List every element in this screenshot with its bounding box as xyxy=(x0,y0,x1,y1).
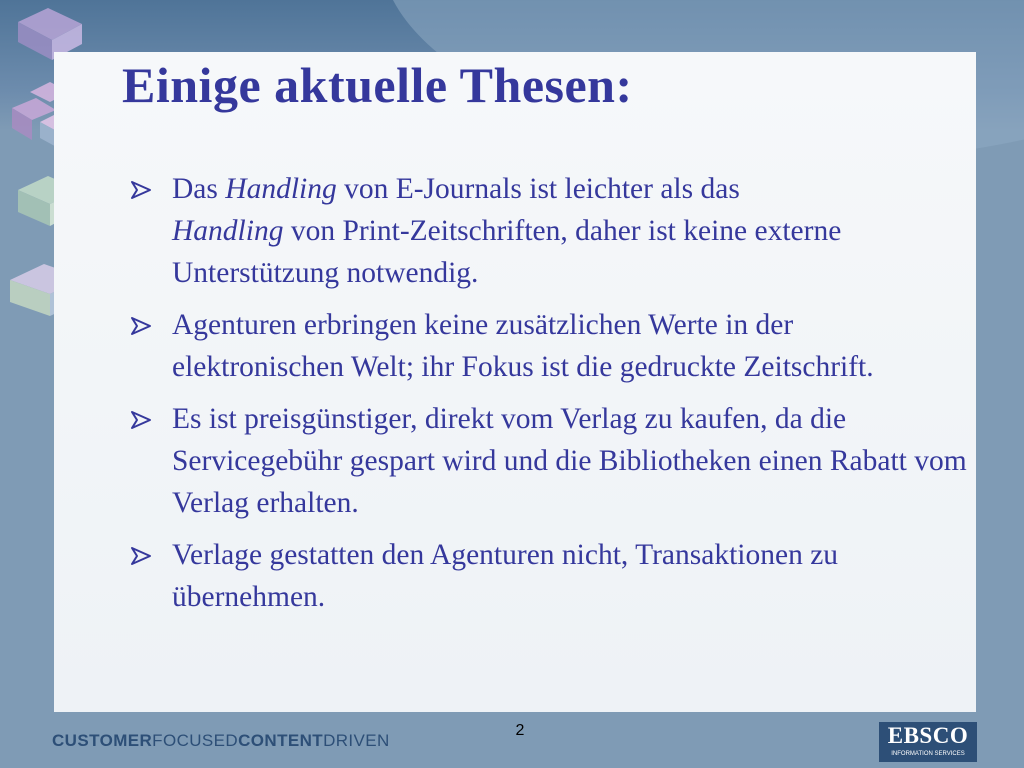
slide-title: Einige aktuelle Thesen: xyxy=(122,57,633,113)
arrow-bullet-icon xyxy=(130,180,152,200)
bullet-item xyxy=(130,398,970,524)
bullet-item xyxy=(130,168,970,294)
bullet-text-segment: von E-Journals ist leichter als das xyxy=(336,173,740,205)
arrow-bullet-icon xyxy=(130,410,152,430)
tagline-segment: FOCUSED xyxy=(152,731,239,750)
footer-tagline xyxy=(52,731,390,751)
logo-text: EBSCO xyxy=(887,723,969,748)
bullet-list xyxy=(130,168,970,628)
bullet-item xyxy=(130,534,970,618)
bullet-text-segment: Das xyxy=(172,173,226,205)
bullet-text-italic: Handling xyxy=(225,173,337,205)
arrow-bullet-icon xyxy=(130,546,152,566)
page-number: 2 xyxy=(515,722,525,739)
tagline-segment: CONTENT xyxy=(238,731,324,750)
bullet-text: Es ist preisgünstiger, direkt vom Verlag zu kaufen, da die Servicegebühr gespart wird und die Bibliotheken einen Rabatt vom Verlag erhalten. xyxy=(172,403,967,519)
bullet-text-italic: Handling xyxy=(172,215,284,247)
logo-subtext: INFORMATION SERVICES xyxy=(891,751,965,757)
bullet-text: Agenturen erbringen keine zusätzlichen Werte in der elektronischen Welt; ihr Fokus ist die gedruckte Zeitschrift. xyxy=(172,309,874,383)
bullet-item xyxy=(130,304,970,388)
bullet-text xyxy=(172,173,841,289)
ebsco-logo xyxy=(879,722,977,762)
tagline-segment: CUSTOMER xyxy=(52,731,153,750)
bullet-text-segment: von Print-Zeitschriften, daher ist keine externe Unterstützung notwendig. xyxy=(172,215,842,289)
bullet-text: Verlage gestatten den Agenturen nicht, Transaktionen zu übernehmen. xyxy=(172,539,839,613)
tagline-segment: DRIVEN xyxy=(323,731,390,750)
arrow-bullet-icon xyxy=(130,316,152,336)
